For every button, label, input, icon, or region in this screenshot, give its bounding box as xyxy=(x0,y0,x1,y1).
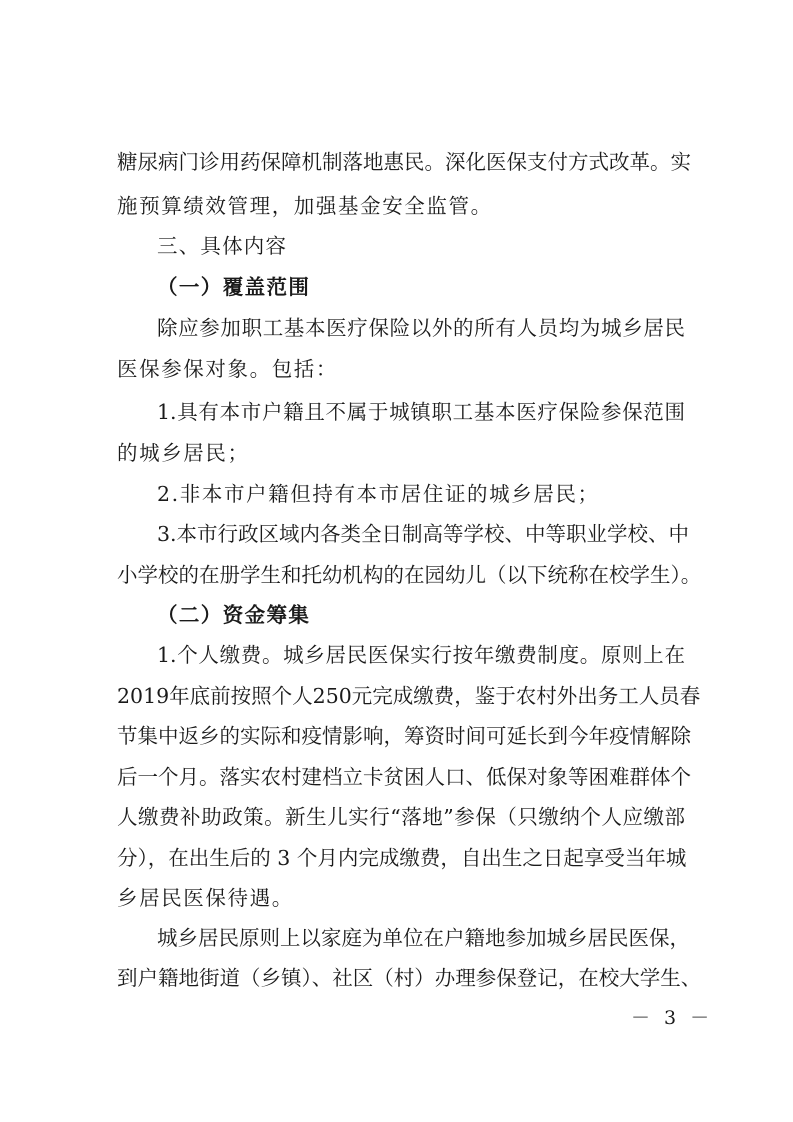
body-text-line: 后一个月。落实农村建档立卡贫困人口、低保对象等困难群体个 xyxy=(117,765,691,789)
subsection-heading: （一）覆盖范围 xyxy=(157,275,311,299)
body-text-line: 糖尿病门诊用药保障机制落地惠民。深化医保支付方式改革。实 xyxy=(117,150,691,174)
section-heading: 三、具体内容 xyxy=(157,234,288,258)
body-text-line: 医保参保对象。包括： xyxy=(117,357,338,381)
page-number: － 3 － xyxy=(631,1007,714,1029)
list-item-line: 小学校的在册学生和托幼机构的在园幼儿（以下统称在校学生）。 xyxy=(117,563,702,587)
body-text-line: 节集中返乡的实际和疫情影响，筹资时间可延长到今年疫情解除 xyxy=(117,724,691,748)
list-item-line: 1.具有本市户籍且不属于城镇职工基本医疗保险参保范围 xyxy=(157,400,685,424)
body-text-line: 分），在出生后的 3 个月内完成缴费，自出生之日起享受当年城 xyxy=(117,846,687,870)
body-text-line: 到户籍地街道（乡镇）、社区（村）办理参保登记，在校大学生、 xyxy=(117,966,702,990)
list-item-line: 2.非本市户籍但持有本市居住证的城乡居民； xyxy=(157,482,600,506)
body-text-line: 除应参加职工基本医疗保险以外的所有人员均为城乡居民 xyxy=(157,316,685,340)
body-text-line: 施预算绩效管理，加强基金安全监管。 xyxy=(117,194,493,218)
body-text-line: 人缴费补助政策。新生儿实行“落地”参保（只缴纳个人应缴部 xyxy=(117,805,685,829)
list-item-line: 3.本市行政区域内各类全日制高等学校、中等职业学校、中 xyxy=(157,522,690,546)
subsection-heading: （二）资金筹集 xyxy=(157,603,311,627)
body-text-line: 2019年底前按照个人250元完成缴费，鉴于农村外出务工人员春 xyxy=(117,684,701,708)
list-item-line: 的城乡居民； xyxy=(117,441,250,465)
body-text-line: 1.个人缴费。城乡居民医保实行按年缴费制度。原则上在 xyxy=(157,643,685,667)
body-text-line: 城乡居民原则上以家庭为单位在户籍地参加城乡居民医保， xyxy=(157,926,690,950)
body-text-line: 乡居民医保待遇。 xyxy=(117,886,294,910)
